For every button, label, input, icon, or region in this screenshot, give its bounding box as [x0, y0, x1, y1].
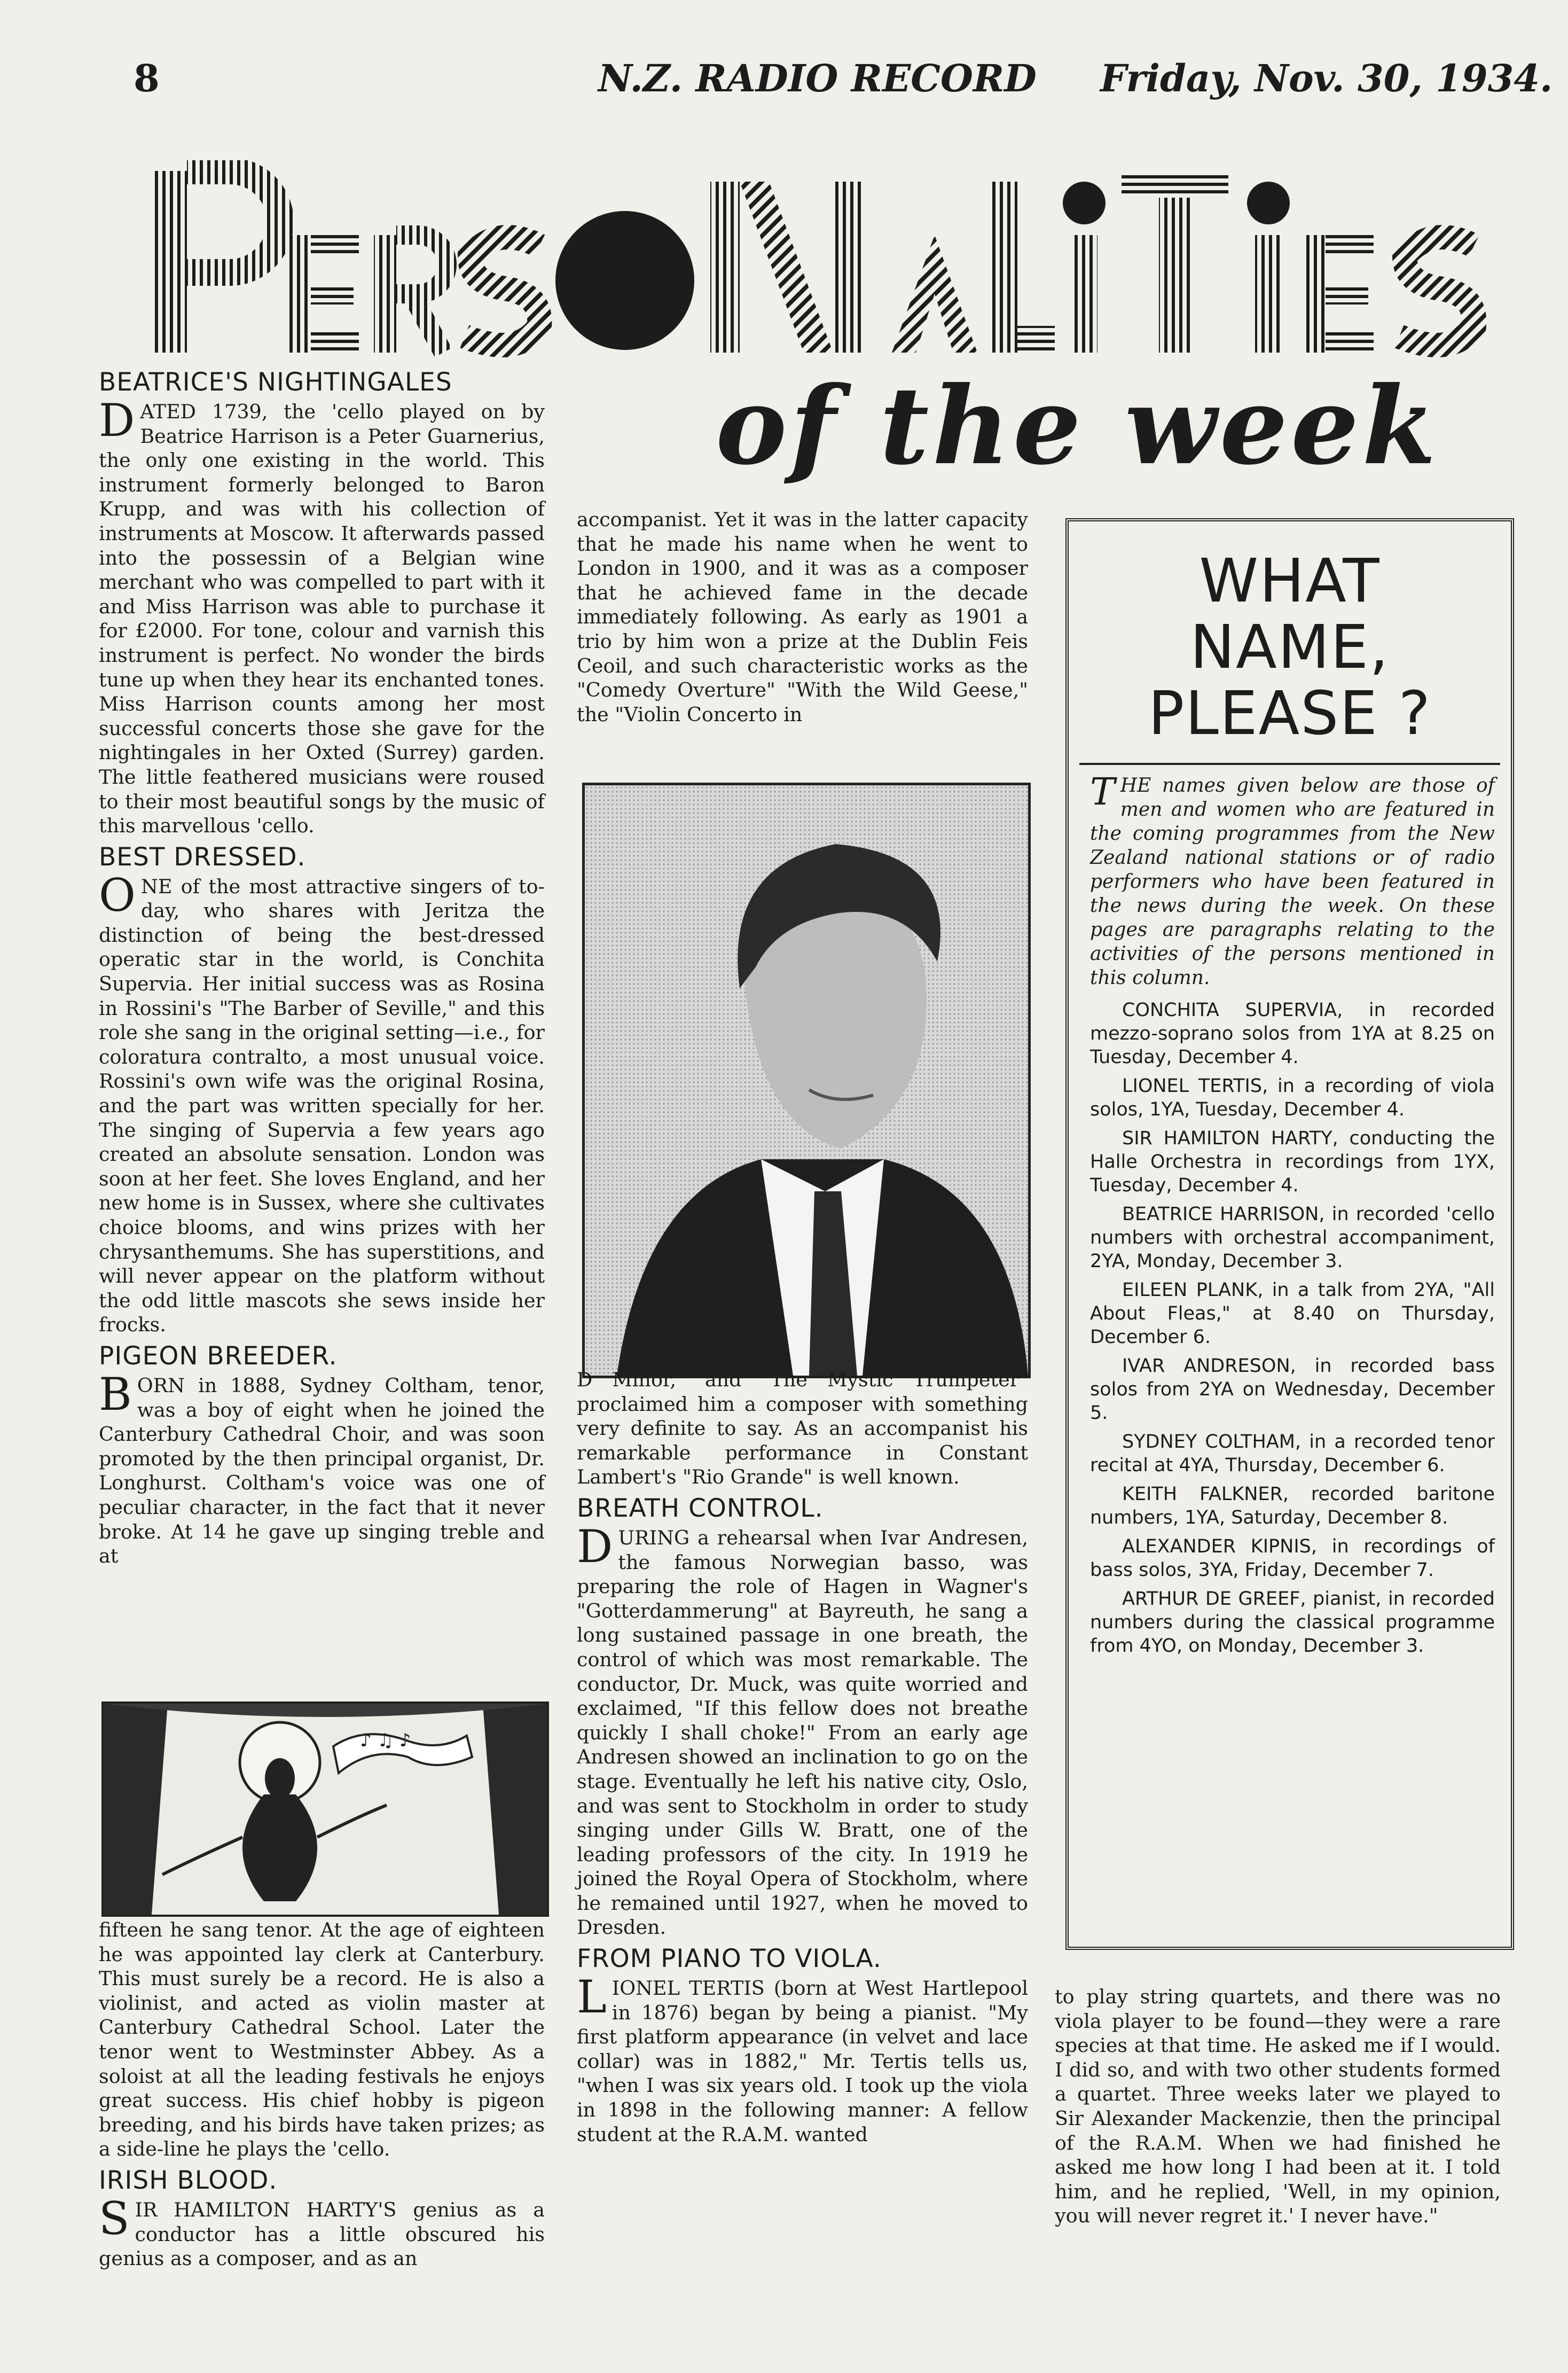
box-entry-text: in recorded mezzo-soprano solos from 1YA at 8.25 on Tuesday, December 4.	[1090, 1000, 1495, 1068]
box-entry-text: conducting the Halle Orchestra in recordings from 1YX, Tuesday, December 4.	[1090, 1128, 1495, 1196]
box-entry	[1090, 1535, 1495, 1582]
box-title: WHAT NAME, PLEASE ?	[1148, 547, 1432, 748]
heading-best-dressed: BEST DRESSED.	[99, 842, 306, 872]
box-entry-text: in recorded 'cello numbers with orchestral accompaniment, 2YA, Monday, December 3.	[1090, 1204, 1495, 1272]
box-entry	[1090, 1278, 1495, 1349]
article-viola-continued: to play string quartets, and there was no viola player to be found—they were a rare species at that time. He asked me if I would. I did so, and with two other students formed a quartet. Three weeks later we played to Sir Alexander Mackenzie, then the principal of the R.A.M. When we had finished he asked me how long I had been at it. I told him, and he replied, 'Well, in my opinion, you will never regret it.' I never have."	[1055, 1985, 1501, 2228]
page-number: 8	[134, 56, 160, 100]
box-entry-name: ALEXANDER KIPNIS,	[1122, 1536, 1317, 1557]
box-entry-text: pianist, in recorded numbers during the classical programme from 4YO, on Monday, December 3.	[1090, 1588, 1495, 1657]
article-pigeon-breeder: BORN in 1888, Sydney Coltham, tenor, was a boy of eight when he joined the Canterbury Cathedral Choir, and was soon promoted by the then principal organist, Dr. Longhurst. Coltham's voice was one of peculiar character, in the fact that it never broke. At 14 he gave up singing treble and at	[99, 1368, 545, 1568]
box-entry	[1090, 1587, 1495, 1658]
box-entry-text: in a talk from 2YA, "All About Fleas," at 8.40 on Thursday, December 6.	[1090, 1279, 1495, 1348]
box-entry	[1090, 1430, 1495, 1477]
box-entry-text: in a recorded tenor recital at 4YA, Thursday, December 6.	[1090, 1431, 1495, 1476]
portrait-photo-hamilton-harty	[582, 783, 1031, 1378]
publication-name: N.Z. RADIO RECORD	[598, 56, 1037, 100]
box-entry-name: KEITH FALKNER,	[1122, 1484, 1289, 1505]
article-irish-end: D Minor," and "The Mystic Trumpeter" proclaimed him a composer with something very definite to say. As an accompanist his remarkable performance in Constant Lambert's "Rio Grande" is well known.	[577, 1368, 1028, 1489]
article-irish-continued: accompanist. Yet it was in the latter capacity that he made his name when he went to London in 1900, and it was as a composer that he achieved fame in the decade immediately following. As early as 1901 a trio by him won a prize at the Dublin Feis Ceoil, and such characteristic works as the "Comedy Overture" "With the Wild Geese," the "Violin Concerto in	[577, 508, 1028, 726]
issue-date: Friday, Nov. 30, 1934.	[1100, 56, 1553, 100]
box-entry	[1090, 1354, 1495, 1425]
what-name-please-box	[1065, 518, 1514, 1950]
article-pigeon-continued: fifteen he sang tenor. At the age of eighteen he was appointed lay clerk at Canterbury. This must surely be a record. He is also a violinist, and acted as violin master at Canterbury Cathedral School. Later the tenor went to Westminster Abbey. As a soloist at all the leading festivals he enjoys great success. His chief hobby is pigeon breeding, and his birds have taken prizes; as a side-line he plays the 'cello.	[99, 1918, 545, 2161]
column-three-bottom	[1055, 1985, 1501, 2228]
box-entry	[1090, 1127, 1495, 1197]
heading-piano-to-viola: FROM PIANO TO VIOLA.	[577, 1944, 882, 1974]
column-one-continued	[99, 1918, 545, 2271]
box-entry-name: IVAR ANDRESON,	[1122, 1355, 1296, 1377]
article-best-dressed: ONE of the most attractive singers of to-day, who shares with Jeritza the distinction of being the best-dressed operatic star in the world, is Conchita Supervia. Her initial success was as Rosina in Rossini's "The Barber of Seville," and this role she sang in the original setting—i.e., for coloratura contralto, a most unusual voice. Rossini's own wife was the original Rosina, and the part was written specially for her. The singing of Supervia a few years ago created an absolute sensation. London was soon at her feet. She loves England, and her new home is in Sussex, where she cultivates choice blooms, and wins prizes with her chrysanthemums. She has superstitions, and will never appear on the platform without the odd little mascots she sews inside her frocks.	[99, 869, 545, 1337]
box-entry-text: in recorded bass solos from 2YA on Wednesday, December 5.	[1090, 1355, 1495, 1424]
article-nightingales: DATED 1739, the 'cello played on by Beatrice Harrison is a Peter Guarnerius, the only one existing in the world. This instrument formerly belonged to Baron Krupp, and was with his collection of instruments at Moscow. It afterwards passed into the possessin of a Belgian wine merchant who was compelled to part with it and Miss Harrison was able to purchase it for £2000. For tone, colour and varnish this instrument is perfect. No wonder the birds tune up when they hear its enchanted tones. Miss Harrison counts among her most successful concerts those she gave for the nightingales in her Oxted (Surrey) garden. The little feathered musicians were roused to their most beautiful songs by the music of this marvellous 'cello.	[99, 394, 545, 838]
box-entry	[1090, 1074, 1495, 1121]
heading-nightingales: BEATRICE'S NIGHTINGALES	[99, 368, 452, 397]
box-entry-name: BEATRICE HARRISON,	[1122, 1204, 1325, 1225]
box-entry	[1090, 1203, 1495, 1273]
heading-pigeon-breeder: PIGEON BREEDER.	[99, 1341, 338, 1371]
box-entry-name: EILEEN PLANK,	[1122, 1279, 1264, 1301]
box-entry	[1090, 1482, 1495, 1529]
article-irish-blood: SIR HAMILTON HARTY'S genius as a conductor has a little obscured his genius as a composer, and as an	[99, 2192, 545, 2270]
article-breath-control: DURING a rehearsal when Ivar Andresen, the famous Norwegian basso, was preparing the role of Hagen in Wagner's "Gotterdammerung" at Bayreuth, he sang a long sustained passage in one breath, the control of which was most remarkable. The conductor, Dr. Muck, was quite worried and exclaimed, "If this fellow does not breathe quickly I shall choke!" From an early age Andresen showed an inclination to go on the stage. Eventually he left his native city, Oslo, and was sent to Stockholm in order to study singing under Gills W. Bratt, one of the leading professors of the city. In 1919 he joined the Royal Opera of Stockholm, where he remained until 1927, when he moved to Dresden.	[577, 1520, 1028, 1939]
box-intro: THE names given below are those of men and women who are featured in the coming programmes from the New Zealand national stations or of radio performers who have been featured in the news during the week. On these pages are paragraphs relating to the activities of the persons mentioned in this column.	[1090, 770, 1495, 989]
box-entry	[1090, 998, 1495, 1069]
box-entry-name: SIR HAMILTON HARTY,	[1122, 1128, 1338, 1149]
box-entry-name: CONCHITA SUPERVIA,	[1122, 1000, 1343, 1021]
subtitle-of-the-week: of the week	[716, 363, 1439, 489]
box-divider	[1079, 763, 1500, 765]
box-entry-text: recorded baritone numbers, 1YA, Saturday, December 8.	[1090, 1484, 1495, 1528]
svg-text:♪ ♫ ♪: ♪ ♫ ♪	[360, 1730, 411, 1751]
singing-tenor-cartoon	[101, 1701, 549, 1917]
box-entry-text: in recordings of bass solos, 3YA, Friday, December 7.	[1090, 1536, 1495, 1581]
heading-breath-control: BREATH CONTROL.	[577, 1493, 824, 1523]
box-entry-name: ARTHUR DE GREEF,	[1122, 1588, 1306, 1610]
box-entries	[1069, 998, 1511, 1658]
personalities-title-art	[155, 160, 1490, 363]
column-one	[99, 363, 545, 1568]
column-two-top	[577, 508, 1028, 727]
article-piano-to-viola: LIONEL TERTIS (born at West Hartlepool in 1876) began by being a pianist. "My first platform appearance (in velvet and lace collar) was in 1882," Mr. Tertis tells us, "when I was six years old. I took up the viola in 1898 in the following manner: A fellow student at the R.A.M. wanted	[577, 1971, 1028, 2146]
heading-irish-blood: IRISH BLOOD.	[99, 2165, 278, 2195]
box-entry-text: in a recording of viola solos, 1YA, Tuesday, December 4.	[1090, 1075, 1495, 1120]
box-entry-name: SYDNEY COLTHAM,	[1122, 1431, 1302, 1453]
column-two-bottom	[577, 1368, 1028, 2146]
box-entry-name: LIONEL TERTIS,	[1122, 1075, 1268, 1097]
